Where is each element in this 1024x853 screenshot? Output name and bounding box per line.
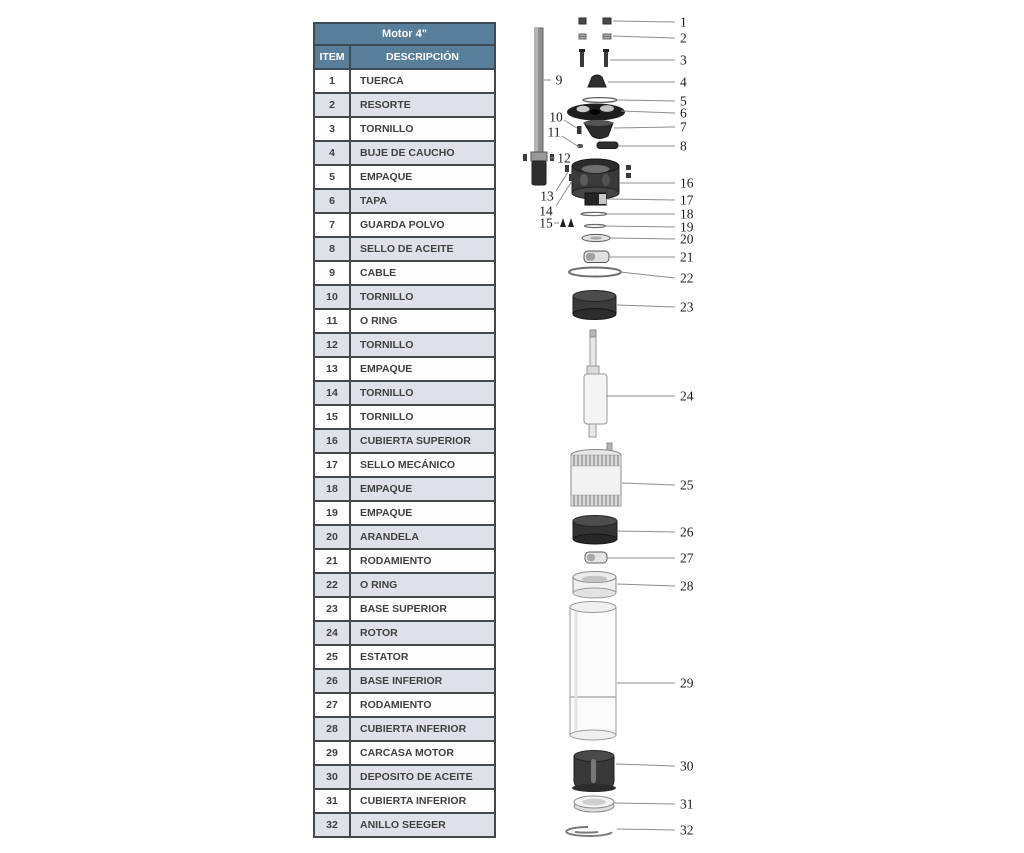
table-row — [314, 765, 495, 789]
callout-number-6: 6 — [680, 105, 687, 121]
descripcion-cell: RESORTE — [350, 93, 495, 117]
table-row — [314, 525, 495, 549]
table-row — [314, 381, 495, 405]
item-number-cell: 10 — [314, 285, 350, 309]
part-spring-pair — [579, 34, 611, 39]
item-number-cell: 19 — [314, 501, 350, 525]
table-title-row — [314, 23, 495, 45]
table-row — [314, 645, 495, 669]
callout-leader-line-28 — [617, 584, 675, 586]
table-row — [314, 501, 495, 525]
descripcion-cell: CUBIERTA SUPERIOR — [350, 429, 495, 453]
table-row — [314, 405, 495, 429]
callout-number-27: 27 — [680, 550, 694, 566]
descripcion-cell: SELLO MECÁNICO — [350, 453, 495, 477]
part-gasket-18 — [581, 212, 607, 215]
item-number-cell: 4 — [314, 141, 350, 165]
table-row — [314, 69, 495, 93]
callout-leader-line-11 — [562, 136, 579, 147]
part-gasket-5 — [583, 98, 617, 103]
item-number-cell: 18 — [314, 477, 350, 501]
callout-leader-line-6 — [621, 111, 675, 113]
descripcion-cell: EMPAQUE — [350, 501, 495, 525]
callout-number-2: 2 — [680, 30, 687, 46]
item-number-cell: 26 — [314, 669, 350, 693]
table-row — [314, 717, 495, 741]
part-lower-cover-28 — [573, 572, 616, 599]
part-washer-20 — [582, 234, 610, 241]
table-row — [314, 813, 495, 837]
item-number-cell: 9 — [314, 261, 350, 285]
table-row — [314, 693, 495, 717]
callout-number-21: 21 — [680, 249, 694, 265]
part-oil-seal-8 — [597, 142, 618, 149]
callout-number-4: 4 — [680, 74, 687, 90]
item-number-cell: 8 — [314, 237, 350, 261]
item-number-cell: 29 — [314, 741, 350, 765]
callout-number-12: 12 — [557, 150, 571, 166]
callout-leader-line-25 — [622, 483, 675, 485]
table-row — [314, 333, 495, 357]
table-row — [314, 621, 495, 645]
descripcion-cell: ROTOR — [350, 621, 495, 645]
callout-leader-line-31 — [614, 803, 675, 804]
callout-leader-line-30 — [616, 764, 675, 766]
callout-number-15: 15 — [539, 215, 553, 231]
item-number-cell: 27 — [314, 693, 350, 717]
part-oil-reservoir-30 — [572, 751, 616, 793]
part-dust-guard-7 — [584, 120, 614, 139]
descripcion-cell: CABLE — [350, 261, 495, 285]
item-number-cell: 31 — [314, 789, 350, 813]
callout-leader-line-1 — [613, 21, 675, 22]
callout-number-18: 18 — [680, 206, 694, 222]
callout-leader-line-2 — [613, 36, 675, 38]
parts-table — [313, 22, 496, 838]
item-number-cell: 30 — [314, 765, 350, 789]
part-screw-10 — [577, 126, 582, 134]
item-number-cell: 2 — [314, 93, 350, 117]
descripcion-cell: ESTATOR — [350, 645, 495, 669]
part-lower-base-26 — [573, 516, 617, 545]
item-number-cell: 24 — [314, 621, 350, 645]
descripcion-cell: O RING — [350, 309, 495, 333]
part-bearing-21 — [584, 251, 609, 263]
item-number-cell: 28 — [314, 717, 350, 741]
callout-number-25: 25 — [680, 477, 694, 493]
descripcion-cell: ANILLO SEEGER — [350, 813, 495, 837]
part-screws-15 — [560, 218, 574, 227]
part-motor-casing-29 — [570, 602, 616, 741]
descripcion-cell: EMPAQUE — [350, 165, 495, 189]
table-row — [314, 597, 495, 621]
item-number-cell: 12 — [314, 333, 350, 357]
callout-leader-line-17 — [607, 199, 675, 200]
table-row — [314, 429, 495, 453]
table-row — [314, 357, 495, 381]
table-row — [314, 573, 495, 597]
part-gasket-19 — [585, 225, 606, 228]
callout-number-32: 32 — [680, 822, 694, 838]
descripcion-cell: TORNILLO — [350, 381, 495, 405]
table-row — [314, 141, 495, 165]
descripcion-cell: TAPA — [350, 189, 495, 213]
item-number-cell: 6 — [314, 189, 350, 213]
descripcion-cell: RODAMIENTO — [350, 549, 495, 573]
descripcion-cell: CUBIERTA INFERIOR — [350, 789, 495, 813]
callout-number-31: 31 — [680, 796, 694, 812]
descripcion-cell: TORNILLO — [350, 285, 495, 309]
callout-number-20: 20 — [680, 231, 694, 247]
descripcion-cell: BASE SUPERIOR — [350, 597, 495, 621]
descripcion-cell: SELLO DE ACEITE — [350, 237, 495, 261]
item-number-cell: 20 — [314, 525, 350, 549]
callout-leader-line-7 — [614, 127, 675, 128]
descripcion-cell: EMPAQUE — [350, 357, 495, 381]
item-number-cell: 25 — [314, 645, 350, 669]
table-row — [314, 213, 495, 237]
table-row — [314, 789, 495, 813]
callout-number-8: 8 — [680, 138, 687, 154]
callout-leader-line-32 — [617, 829, 675, 830]
table-row — [314, 165, 495, 189]
part-bearing-27 — [585, 552, 607, 563]
callout-number-23: 23 — [680, 299, 694, 315]
callout-number-16: 16 — [680, 175, 694, 191]
descripcion-cell: CUBIERTA INFERIOR — [350, 717, 495, 741]
descripcion-cell: CARCASA MOTOR — [350, 741, 495, 765]
callout-number-11: 11 — [547, 124, 561, 140]
item-number-cell: 15 — [314, 405, 350, 429]
item-number-cell: 17 — [314, 453, 350, 477]
table-row — [314, 117, 495, 141]
item-number-cell: 3 — [314, 117, 350, 141]
callout-number-26: 26 — [680, 524, 694, 540]
callout-number-17: 17 — [680, 192, 694, 208]
descripcion-cell: RODAMIENTO — [350, 693, 495, 717]
callout-number-19: 19 — [680, 219, 694, 235]
callout-number-22: 22 — [680, 270, 694, 286]
table-row — [314, 741, 495, 765]
callout-leader-line-19 — [604, 226, 675, 227]
callout-leader-line-26 — [618, 531, 675, 532]
column-header-descripcion: DESCRIPCIÓN — [350, 45, 495, 69]
callout-leader-line-23 — [617, 305, 675, 307]
callout-number-1: 1 — [680, 14, 687, 30]
descripcion-cell: TORNILLO — [350, 117, 495, 141]
table-row — [314, 237, 495, 261]
table-row — [314, 453, 495, 477]
part-upper-base-23 — [573, 291, 616, 320]
part-rotor-24 — [584, 330, 607, 437]
item-number-cell: 11 — [314, 309, 350, 333]
item-number-cell: 21 — [314, 549, 350, 573]
callout-number-10: 10 — [549, 109, 563, 125]
item-number-cell: 16 — [314, 429, 350, 453]
callout-leader-line-20 — [609, 238, 675, 239]
item-number-cell: 22 — [314, 573, 350, 597]
callout-number-28: 28 — [680, 578, 694, 594]
descripcion-cell: BUJE DE CAUCHO — [350, 141, 495, 165]
part-oring-22 — [569, 268, 621, 277]
part-rubber-bushing — [588, 75, 606, 87]
callout-leader-line-13 — [556, 172, 568, 191]
part-cable — [535, 28, 543, 154]
table-title: Motor 4" — [314, 23, 495, 45]
part-mech-seal-17 — [585, 193, 606, 205]
table-row — [314, 669, 495, 693]
parts-table-body — [314, 69, 495, 837]
descripcion-cell: TORNILLO — [350, 333, 495, 357]
callout-number-3: 3 — [680, 52, 687, 68]
callout-number-14: 14 — [539, 203, 553, 219]
part-seeger-ring-32 — [566, 827, 612, 836]
item-number-cell: 7 — [314, 213, 350, 237]
callout-leader-line-22 — [620, 272, 675, 278]
part-lower-cover-31 — [574, 796, 614, 812]
item-number-cell: 14 — [314, 381, 350, 405]
part-stator-25 — [571, 443, 621, 506]
callout-leader-line-10 — [564, 120, 577, 128]
callout-number-7: 7 — [680, 119, 687, 135]
column-header-item: ITEM — [314, 45, 350, 69]
table-row — [314, 189, 495, 213]
descripcion-cell: DEPOSITO DE ACEITE — [350, 765, 495, 789]
table-row — [314, 309, 495, 333]
callout-number-5: 5 — [680, 93, 687, 109]
table-row — [314, 285, 495, 309]
callout-leader-line-5 — [618, 100, 675, 101]
callout-number-24: 24 — [680, 388, 694, 404]
descripcion-cell: TUERCA — [350, 69, 495, 93]
table-row — [314, 93, 495, 117]
table-row — [314, 477, 495, 501]
item-number-cell: 13 — [314, 357, 350, 381]
table-header-row — [314, 45, 495, 69]
descripcion-cell: O RING — [350, 573, 495, 597]
descripcion-cell: BASE INFERIOR — [350, 669, 495, 693]
callout-leader-line-14 — [556, 181, 572, 206]
table-row — [314, 549, 495, 573]
item-number-cell: 23 — [314, 597, 350, 621]
part-top-cap-6 — [567, 104, 625, 121]
descripcion-cell: GUARDA POLVO — [350, 213, 495, 237]
item-number-cell: 5 — [314, 165, 350, 189]
callout-number-30: 30 — [680, 758, 694, 774]
descripcion-cell: ARANDELA — [350, 525, 495, 549]
exploded-diagram — [500, 8, 720, 853]
item-number-cell: 1 — [314, 69, 350, 93]
part-nut-pair — [579, 18, 611, 24]
callout-number-9: 9 — [555, 72, 563, 88]
callout-number-29: 29 — [680, 675, 694, 691]
part-cable-connector — [523, 152, 554, 185]
descripcion-cell: TORNILLO — [350, 405, 495, 429]
item-number-cell: 32 — [314, 813, 350, 837]
part-screw-pair — [579, 49, 609, 67]
table-row — [314, 261, 495, 285]
callout-number-13: 13 — [540, 188, 554, 204]
descripcion-cell: EMPAQUE — [350, 477, 495, 501]
